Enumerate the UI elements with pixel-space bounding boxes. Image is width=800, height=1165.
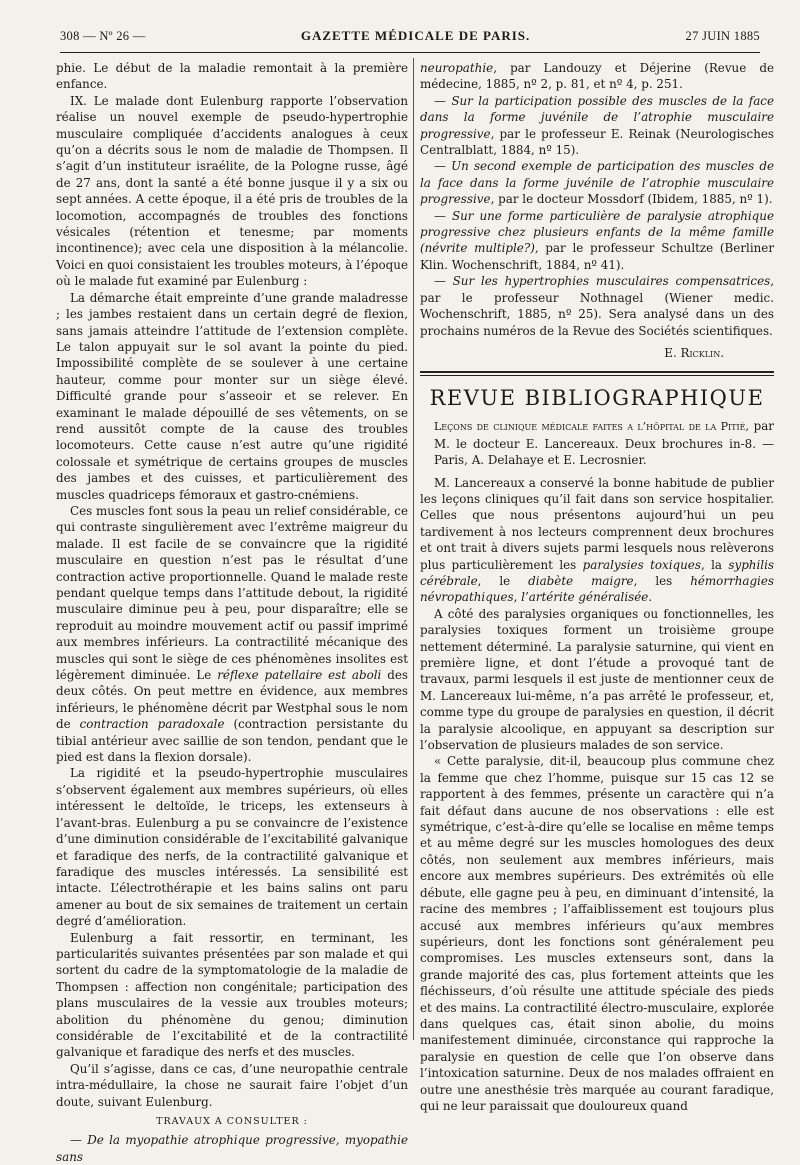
text-run: (contraction persistante du tibial antérieur avec saillie de son tendon, pendant que le pied est dans la flexion dorsale). <box>56 717 408 765</box>
text-run: , la <box>700 557 729 572</box>
text-run: , par le professeur Schultze (Berliner Klin. Wochenschrift, 1884, nº 41). <box>420 241 774 272</box>
reference-item <box>420 273 774 339</box>
text-run: , le <box>477 573 529 588</box>
text-run: , par le professeur Nothnagel (Wiener medic. Wochenschrift, 1885, nº 25). Sera analysé dans un des prochains numéros de la Revue des Sociétés scientifiques. <box>420 274 774 338</box>
emphasis-text: contraction paradoxale <box>79 717 225 732</box>
emphasis-text: syphilis cérébrale <box>420 557 774 588</box>
emphasis-text: réflexe patellaire est aboli <box>217 668 382 683</box>
text-run: , les <box>633 573 691 588</box>
book-reference <box>420 418 774 468</box>
emphasis-text: — Sur les hypertrophies musculaires compensatrices <box>434 274 771 289</box>
text-run: , par Landouzy et Déjerine (Revue de médecine, 1885, nº 2, p. 81, et nº 4, p. 251. <box>420 61 774 92</box>
paragraph: La démarche était empreinte d’une grande maladresse ; les jambes restaient dans un certain degré de flexion, sans jamais atteindre l’attitude de l’extension complète. Le talon appuyait sur le sol avant la pointe du pied. Impossibilité complète de se soulever à une certaine hauteur, comme pour monter sur un siège élevé. Difficulté grande pour s’asseoir et se relever. En examinant le malade dépouillé de ses vêtements, on se rend aussitôt compte de la cause des troubles locomoteurs. Cette cause n’est autre qu’une rigidité colossale et symétrique de certains groupes de muscles des jambes et des cuisses, et particulièrement des muscles quadriceps fémoraux et gastro-cnémiens. <box>56 290 408 502</box>
book-title: Leçons de clinique médicale faites a l’hôpital de la Pitié, <box>434 420 749 434</box>
text-run: . <box>648 590 653 605</box>
page-header <box>60 28 760 52</box>
header-rule <box>60 52 760 53</box>
paragraph: Eulenburg a fait ressortir, en terminant, les particularités suivantes présentées par son malade et qui sortent du cadre de la symptomatologie de la maladie de Thompsen : affection non congénitale; participation des plans musculaires de la vessie aux troubles moteurs; abolition du phénomène du genou; diminution considérable de l’excitabilité et de la contractilité galvanique et faradique des nerfs et des muscles. <box>56 930 408 1060</box>
paragraph <box>56 1132 408 1165</box>
emphasis-text: — Sur une forme particulière de paralysie atrophique progressive chez plusieurs enfants de la même famille (névrite multiple?) <box>420 208 774 256</box>
page-number: 308 <box>60 29 80 43</box>
text-run: , par le professeur E. Reinak (Neurologisches Centralblatt, 1884, nº 15). <box>420 126 774 158</box>
section-rule-thin <box>420 375 774 376</box>
emphasis-text: hémorrhagies névropathiques <box>420 573 775 605</box>
journal-title: GAZETTE MÉDICALE DE PARIS. <box>300 28 531 43</box>
paragraph <box>420 475 774 606</box>
paragraph: phie. Le début de la maladie remontait à la première enfance. <box>56 61 408 92</box>
emphasis-text: paralysies toxiques <box>582 557 701 572</box>
emphasis-text: l’artérite généralisée <box>521 590 649 605</box>
text-run: M. Lancereaux a conservé la bonne habitude de publier les leçons cliniques qu’il fait dans son service hospitalier. Celles que nous présentons aujourd’hui un peu tardivement à nos lecteurs comprennent deux brochures et ont trait à divers sujets parmi lesquels nous relèverons plus particulièrement les <box>420 475 774 572</box>
emphasis-text: — Sur la participation possible des muscles de la face dans la forme juvénile de l’atrophie musculaire progressive <box>420 93 774 141</box>
emphasis-text: — Un second exemple de participation des muscles de la face dans la forme juvénile de l’atrophie musculaire progressive <box>420 159 774 207</box>
paragraph: « Cette paralysie, dit-il, beaucoup plus commune chez la femme que chez l’homme, puisque sur 15 cas 12 se rapportent à des femmes, présente un caractère qui n’a fait défaut dans aucune de nos observations : elle est symétrique, c’est-à-dire qu’elle se localise en même temps et au même degré sur les muscles homologues des deux côtés, non seulement aux membres inférieurs, mais encore aux membres supérieurs. Des extrémités où elle débute, elle gagne peu à peu, en diminuant d’intensité, la racine des membres ; l’affaiblissement est toujours plus accusé aux membres inférieurs qu’aux membres supérieurs, dont les fonctions sont généralement peu compromises. Les muscles extenseurs sont, dans la grande majorité des cas, plus fortement atteints que les fléchisseurs, d’où résulte une attitude spéciale des pieds et des mains. La contractilité électro-musculaire, explorée dans quelques cas, était sinon abolie, du moins manifestement diminuée, circonstance qui rapproche la paralysie en question de celle que l’on observe dans l’intoxication saturnine. Deux de nos malades offraient en outre une anesthésie très marquée au courant faradique, qui ne leur paraissait que douloureux quand <box>420 754 774 1113</box>
subheading: TRAVAUX A CONSULTER : <box>156 1116 308 1127</box>
reference-item <box>420 208 774 274</box>
paragraph <box>56 503 408 766</box>
issue-date: 27 JUIN 1885 <box>685 29 760 43</box>
header-left <box>60 29 146 44</box>
right-column <box>420 60 775 1113</box>
paragraph: Qu’il s’agisse, dans ce cas, d’une neuropathie centrale intra-médullaire, la chose ne saurait faire l’objet d’un doute, suivant Eulenburg. <box>56 1061 408 1109</box>
emphasis-text: neuropathie <box>420 61 494 75</box>
reference-item <box>420 158 774 207</box>
reference-item <box>420 60 774 93</box>
paragraph: A côté des paralysies organiques ou fonctionnelles, les paralysies toxiques forment un troisième groupe nettement déterminé. La paralysie saturnine, qui vient en première ligne, et dont l’étude a provoqué tant de travaux, parmi lesquels il est juste de mentionner ceux de M. Lancereaux lui-même, n’a pas arrêté le professeur, et, comme type du groupe de paralysies en question, il décrit la paralysie alcoolique, en appuyant sa description sur l’observation de plusieurs malades de son service. <box>420 606 774 753</box>
paragraph: La rigidité et la pseudo-hypertrophie musculaires s’observent également aux membres supérieurs, où elles intéressent le deltoïde, le triceps, les extenseurs à l’avant-bras. Eulenburg a pu se convaincre de l’existence d’une diminution considérable de l’excitabilité galvanique et faradique des nerfs, de la contractilité galvanique et faradique des muscles intéressés. La sensibilité est intacte. L’électrothérapie et les bains salins ont paru amener au bout de six semaines de traitement un certain degré d’amélioration. <box>56 766 408 929</box>
author-signature: E. Ricklin. <box>664 345 724 360</box>
section-rule <box>420 371 774 373</box>
column-divider <box>413 58 414 1040</box>
issue-number: — Nº 26 — <box>83 29 146 43</box>
text-run: Ces muscles font sous la peau un relief considérable, ce qui contraste singulièrement avec l’extrême maigreur du malade. Il est facile de se convaincre que la rigidité musculaire en question n’est pas le résultat d’une contraction active proportionnelle. Quand le malade reste pendant quelque temps dans l’attitude debout, la rigidité musculaire diminue peu à peu, pour disparaître; elle se reproduit au moindre mouvement actif ou passif imprimé aux membres inférieurs. La contractilité mécanique des muscles qui sont le siège de ces phénomènes insolites est légèrement diminuée. Le <box>56 503 409 683</box>
text-run: , par le docteur Mossdorf (Ibidem, 1885, nº 1). <box>490 192 773 207</box>
text-run: des deux côtés. On peut mettre en évidence, aux membres inférieurs, le phénomène décrit par Westphal sous le nom de <box>56 668 409 732</box>
text-run: par M. le docteur E. Lancereaux. Deux brochures in-8. — Paris, A. Delahaye et E. Lecrosnier. <box>434 419 774 468</box>
emphasis-text: — De la myopathie atrophique progressive, myopathie sans <box>56 1133 408 1164</box>
text-run: , <box>513 590 522 605</box>
left-column <box>56 60 409 1164</box>
section-title: REVUE BIBLIOGRAPHIQUE <box>429 386 765 411</box>
paragraph: IX. Le malade dont Eulenburg rapporte l’observation réalise un nouvel exemple de pseudo-hypertrophie musculaire compliquée d’accidents analogues à ceux qu’on a décrits sous le nom de maladie de Thompsen. Il s’agit d’un instituteur israélite, de la Pologne russe, âgé de 27 ans, dont la santé a été bonne jusque il y a six ou sept années. A cette époque, il a été pris de troubles de la locomotion, accompagnés de troubles des fonctions vésicales (rétention et tenesme; par moments incontinence); avec cela une disposition à la mélancolie. Voici en quoi consistaient les troubles moteurs, à l’époque où le malade fut examiné par Eulenburg : <box>56 93 408 289</box>
emphasis-text: diabète maigre <box>528 573 634 588</box>
reference-item <box>420 93 774 159</box>
